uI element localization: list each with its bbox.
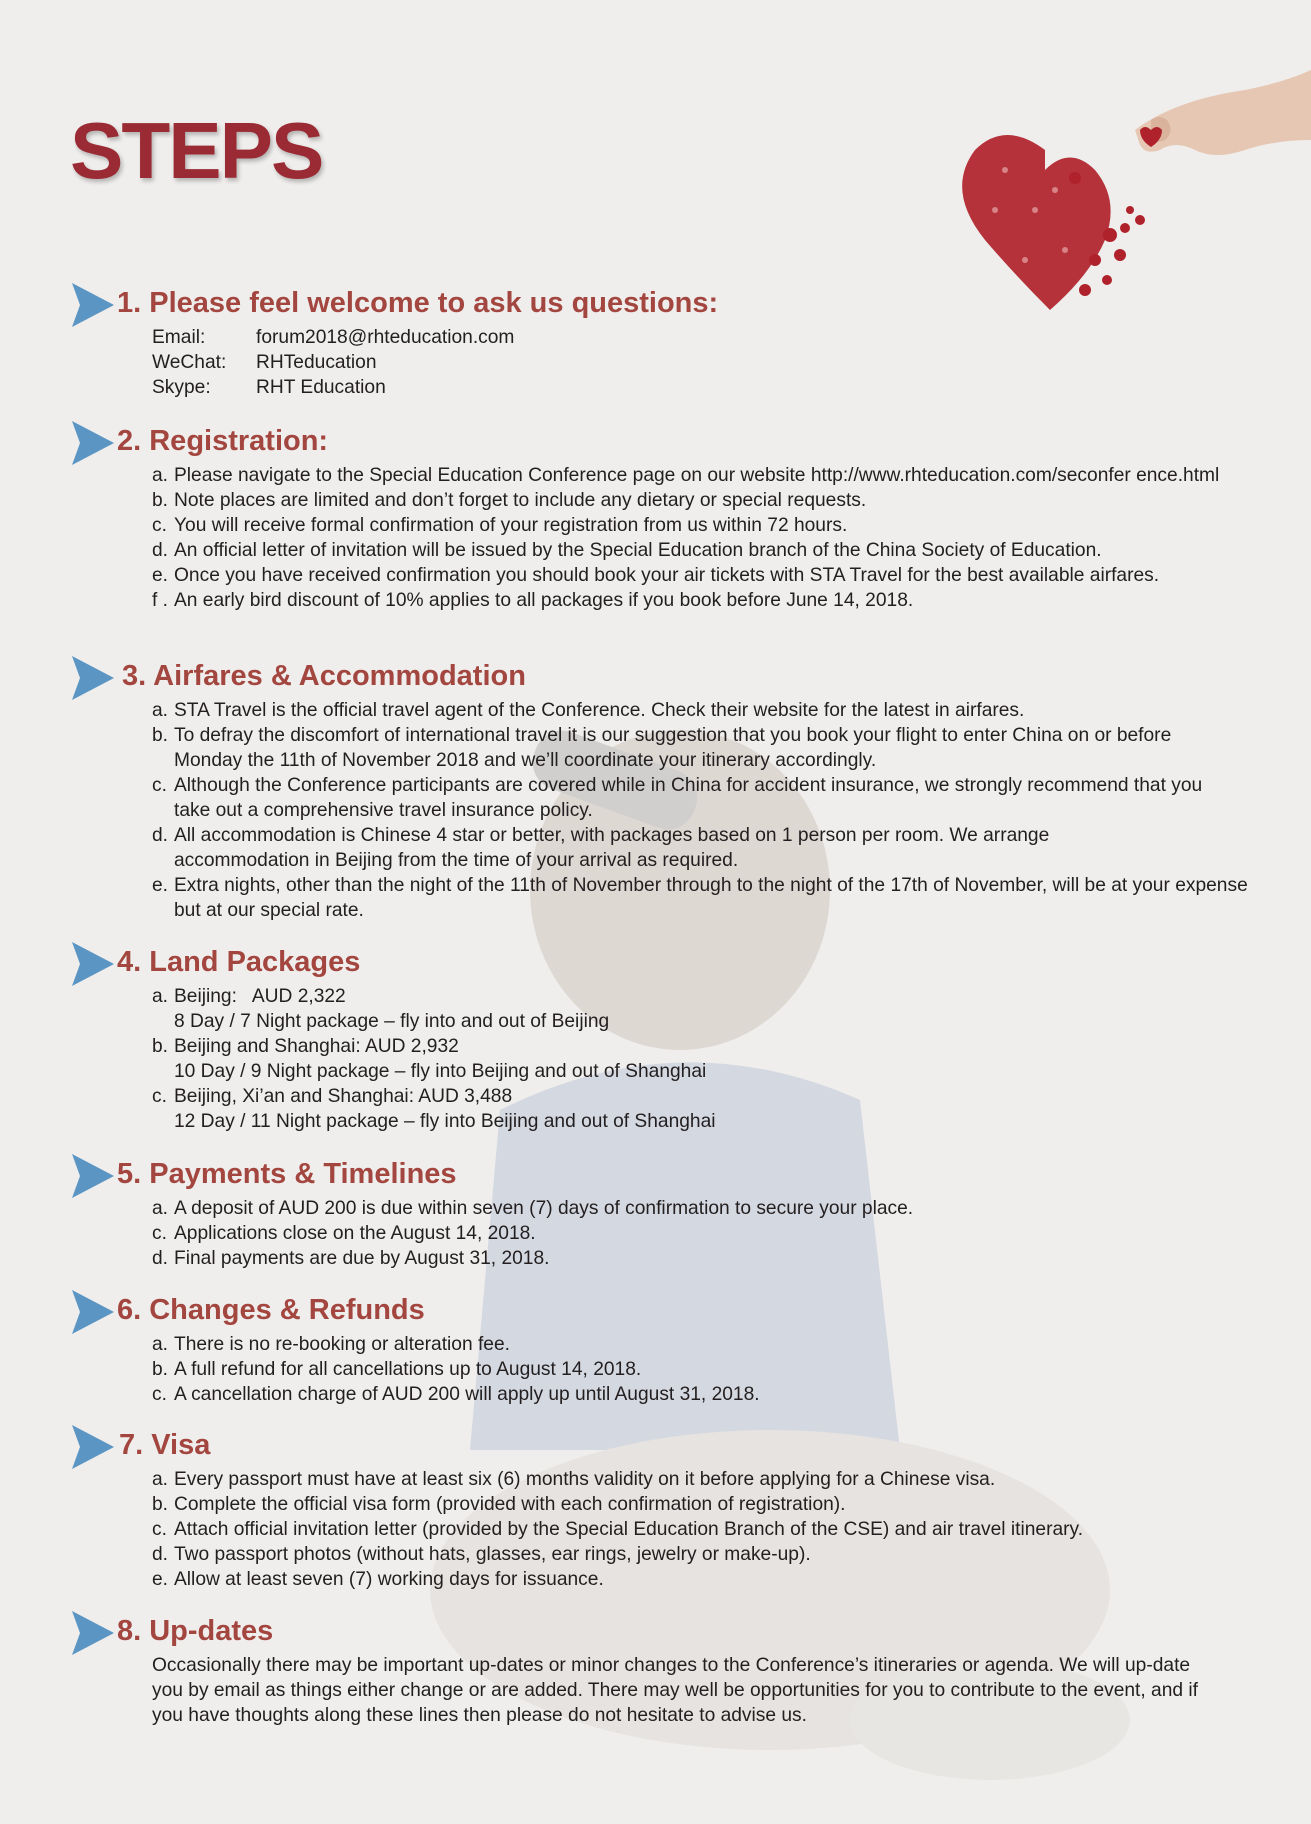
package-detail: 10 Day / 9 Night package – fly into Beijing and out of Shanghai — [174, 1061, 707, 1082]
list-item — [152, 1221, 1272, 1246]
list-item — [152, 873, 1262, 923]
section-contact — [72, 283, 1272, 400]
section-visa — [72, 1425, 1272, 1592]
play-arrow-icon — [72, 656, 114, 700]
list-item-text: Once you have received confirmation you should book your air tickets with STA Travel for the best available airfares. — [174, 565, 1160, 586]
list-item-label: e. — [152, 565, 169, 586]
package-price: Beijing and Shanghai: AUD 2,932 — [174, 1036, 459, 1057]
list-item-label: b. — [152, 1359, 169, 1380]
list-item-label: c. — [152, 515, 167, 536]
packages-list — [152, 984, 1272, 1134]
list-item — [152, 1332, 1272, 1357]
list-item-text: Allow at least seven (7) working days for issuance. — [174, 1569, 604, 1590]
contact-label: WeChat: — [152, 352, 227, 373]
registration-list — [152, 463, 1222, 613]
skype-value: RHT Education — [256, 377, 386, 398]
list-item-text: Final payments are due by August 31, 2018. — [174, 1248, 550, 1269]
contact-row-skype — [152, 375, 1272, 400]
package-price: Beijing, Xi’an and Shanghai: AUD 3,488 — [174, 1086, 513, 1107]
list-item-text: An official letter of invitation will be issued by the Special Education branch of the China Society of Education. — [174, 540, 1102, 561]
list-item — [152, 1517, 1272, 1542]
list-item — [152, 1246, 1272, 1271]
list-item-text: A cancellation charge of AUD 200 will apply up until August 31, 2018. — [174, 1384, 760, 1405]
refunds-list — [152, 1332, 1272, 1407]
list-item — [152, 1542, 1272, 1567]
list-item-text: Note places are limited and don’t forget to include any dietary or special requests. — [174, 490, 867, 511]
list-item — [152, 1382, 1272, 1407]
list-item — [152, 1467, 1272, 1492]
section-updates — [72, 1611, 1272, 1728]
list-item-text: STA Travel is the official travel agent of the Conference. Check their website for the latest in airfares. — [174, 700, 1025, 721]
list-item-text: There is no re-booking or alteration fee. — [174, 1334, 510, 1355]
package-item — [152, 1034, 1272, 1084]
list-item-text: All accommodation is Chinese 4 star or better, with packages based on 1 person per room. We arrange accommodation in Beijing from the time of your arrival as required. — [174, 825, 1050, 871]
visa-list — [152, 1467, 1272, 1592]
section-heading: 8. Up-dates — [117, 1615, 274, 1647]
list-item-text: To defray the discomfort of international travel it is our suggestion that you book your flight to enter China on or before Monday the 11th of November 2018 and we’ll coordinate your itinerary accordingly. — [174, 725, 1172, 771]
section-heading: 3. Airfares & Accommodation — [122, 660, 526, 692]
section-land-packages — [72, 942, 1272, 1134]
list-item-text: Please navigate to the Special Education Conference page on our website http://www.rhteducation.com/seconfer ence.html — [174, 465, 1220, 486]
list-item-text: A deposit of AUD 200 is due within seven (7) days of confirmation to secure your place. — [174, 1198, 914, 1219]
list-item-label: a. — [152, 1334, 169, 1355]
list-item — [152, 513, 1222, 538]
list-item — [152, 463, 1222, 488]
package-item — [152, 1084, 1272, 1134]
wechat-value: RHTeducation — [256, 352, 377, 373]
play-arrow-icon — [72, 1611, 114, 1655]
list-item — [152, 563, 1222, 588]
package-detail: 8 Day / 7 Night package – fly into and out of Beijing — [174, 1011, 610, 1032]
payments-list — [152, 1196, 1272, 1271]
list-item — [152, 723, 1214, 773]
list-item — [152, 1196, 1272, 1221]
list-item-label: a. — [152, 1469, 169, 1490]
list-item-label: c. — [152, 1519, 167, 1540]
list-item-label: d. — [152, 1248, 169, 1269]
list-item-label: e. — [152, 1569, 169, 1590]
list-item-label: c. — [152, 1223, 167, 1244]
list-item — [152, 1567, 1272, 1592]
list-item — [152, 773, 1234, 823]
play-arrow-icon — [72, 1154, 114, 1198]
list-item-label: b. — [152, 1036, 169, 1057]
list-item-label: c. — [152, 1086, 167, 1107]
email-value: forum2018@rhteducation.com — [256, 327, 515, 348]
section-heading: 4. Land Packages — [117, 946, 361, 978]
list-item-label: e. — [152, 875, 169, 896]
section-heading: 7. Visa — [119, 1429, 211, 1461]
list-item — [152, 1357, 1272, 1382]
list-item-label: f . — [152, 590, 168, 611]
list-item-label: a. — [152, 986, 169, 1007]
list-item — [152, 1492, 1272, 1517]
list-item — [152, 698, 1262, 723]
list-item-label: a. — [152, 700, 169, 721]
list-item-label: b. — [152, 490, 169, 511]
play-arrow-icon — [72, 1425, 114, 1469]
airfares-list — [152, 698, 1262, 923]
list-item — [152, 538, 1222, 563]
updates-paragraph: Occasionally there may be important up-dates or minor changes to the Conference’s itineraries or agenda. We will up-date you by email as things either change or are added. There may well be opportunities for you to contribute to the event, and if you have thoughts along these lines then please do not hesitate to advise us. — [152, 1655, 1198, 1726]
list-item-text: Although the Conference participants are covered while in China for accident insurance, we strongly recommend that you take out a comprehensive travel insurance policy. — [174, 775, 1203, 821]
list-item-label: b. — [152, 725, 169, 746]
package-item — [152, 984, 1272, 1034]
section-heading: 6. Changes & Refunds — [117, 1294, 425, 1326]
list-item-text: Every passport must have at least six (6) months validity on it before applying for a Chinese visa. — [174, 1469, 996, 1490]
list-item-label: a. — [152, 1198, 169, 1219]
section-payments — [72, 1154, 1272, 1271]
page-title: STEPS — [70, 106, 323, 195]
list-item-text: Applications close on the August 14, 2018. — [174, 1223, 536, 1244]
list-item-text: Two passport photos (without hats, glasses, ear rings, jewelry or make-up). — [174, 1544, 811, 1565]
list-item-label: d. — [152, 825, 169, 846]
list-item — [152, 823, 1174, 873]
list-item-text: A full refund for all cancellations up to August 14, 2018. — [174, 1359, 642, 1380]
package-price: Beijing: AUD 2,322 — [174, 986, 346, 1007]
section-heading: 5. Payments & Timelines — [117, 1158, 457, 1190]
play-arrow-icon — [72, 942, 114, 986]
contact-list — [152, 325, 1272, 400]
section-airfares — [72, 656, 1272, 923]
list-item-text: Extra nights, other than the night of the 11th of November through to the night of the 17th of November, will be at your expense but at our special rate. — [174, 875, 1248, 921]
list-item — [152, 488, 1222, 513]
contact-row-wechat — [152, 350, 1272, 375]
play-arrow-icon — [72, 1290, 114, 1334]
play-arrow-icon — [72, 421, 114, 465]
section-registration — [72, 421, 1272, 613]
contact-label: Email: — [152, 327, 206, 348]
list-item — [152, 588, 1222, 613]
section-heading: 1. Please feel welcome to ask us questions: — [117, 287, 719, 319]
list-item-label: d. — [152, 540, 169, 561]
list-item-label: c. — [152, 775, 167, 796]
list-item-label: a. — [152, 465, 169, 486]
list-item-text: Attach official invitation letter (provided by the Special Education Branch of the CSE) and air travel itinerary. — [174, 1519, 1084, 1540]
list-item-label: b. — [152, 1494, 169, 1515]
list-item-label: d. — [152, 1544, 169, 1565]
list-item-text: Complete the official visa form (provided with each confirmation of registration). — [174, 1494, 846, 1515]
list-item-text: You will receive formal confirmation of your registration from us within 72 hours. — [174, 515, 848, 536]
list-item-text: An early bird discount of 10% applies to all packages if you book before June 14, 2018. — [174, 590, 914, 611]
play-arrow-icon — [72, 283, 114, 327]
section-heading: 2. Registration: — [117, 425, 329, 457]
list-item-label: c. — [152, 1384, 167, 1405]
contact-label: Skype: — [152, 377, 211, 398]
package-detail: 12 Day / 11 Night package – fly into Beijing and out of Shanghai — [174, 1111, 716, 1132]
section-refunds — [72, 1290, 1272, 1407]
